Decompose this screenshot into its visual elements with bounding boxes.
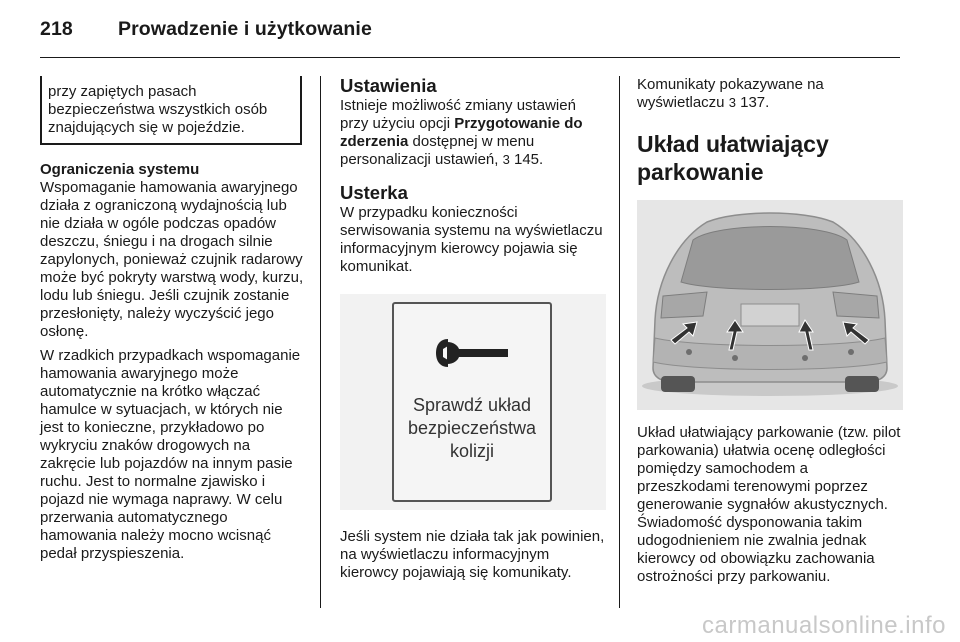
display-line: Sprawdź układ (412, 395, 532, 415)
driver-info-display (392, 302, 552, 502)
column-2 (340, 76, 606, 588)
paragraph: Jeśli system nie działa tak jak powinien, na wyświetlaczu informacyjnym kierowcy pojawiają się komunikaty. (340, 528, 605, 581)
display-illustration (340, 294, 606, 510)
section-title: Ograniczenia systemu (40, 161, 200, 178)
paragraph (340, 97, 606, 169)
column-divider (320, 76, 321, 608)
paragraph: Wspomaganie hamowania awaryjnego działa z ograniczoną wydajnością lub nie działa w ogóle podczas opadów deszczu, śniegu i na drogach silnie zapylonych, ponieważ czujnik radarowy może być pokryty warstwą wody, kurzu, lodu lub śniegu. Jeśli czujnik zostanie przesłonięty, należy wyczyścić jego osłonę. (40, 179, 304, 340)
heading-settings: Ustawienia (340, 75, 437, 96)
text: Komunikaty pokazywane na wyświetlaczu (637, 76, 824, 111)
column-1 (40, 76, 306, 569)
menu-option-name: Przygotowanie do zderzenia (340, 115, 583, 150)
display-line: bezpieczeństwa (407, 418, 537, 438)
paragraph: W przypadku konieczności serwisowania systemu na wyświetlaczu informacyjnym kierowcy pojawia się komunikat. (340, 204, 603, 275)
page-ref-arrow-icon: 3 (728, 95, 736, 110)
paragraph: W rzadkich przypadkach wspomaganie hamowania awaryjnego może automatycznie na krótko włączać hamulce w sytuacjach, w których nie jest to konieczne, przykładowo po wykryciu znaków drogowych na zakręcie lub pojazdów na innym pasie ruchu. Jest to normalne zjawisko i pojazd nie wymaga naprawy. W celu przerwania automatycznego hamowania należy mocno wcisnąć pedał przyspieszenia. (40, 347, 301, 562)
column-3 (637, 76, 903, 592)
page-title: Prowadzenie i użytkowanie (118, 18, 372, 40)
wrench-icon (434, 336, 510, 370)
heading-parking: Układ ułatwiający parkowanie (637, 131, 829, 185)
car-rear-illustration (637, 200, 903, 410)
watermark: carmanualsonline.info (702, 612, 946, 639)
page-header (40, 18, 372, 41)
note-box (40, 76, 302, 145)
header-rule (40, 57, 900, 58)
page-ref-arrow-icon: 3 (502, 152, 510, 167)
note-text: przy zapiętych pasach bezpieczeństwa wszystkich osób znajdujących się w pojeździe. (48, 83, 268, 136)
paragraph: Układ ułatwiający parkowanie (tzw. pilot parkowania) ułatwia ocenę odległości pomiędzy samochodem a przeszkodami terenowymi poprzez generowanie sygnałów akustycznych. Świadomość dysponowania takim udogodnieniem nie zwalnia jednak kierowcy od obowiązku zachowania ostrożności przy parkowaniu. (637, 424, 901, 585)
paragraph (637, 76, 903, 112)
display-message (394, 394, 550, 463)
page-ref: 145. (509, 151, 544, 168)
column-divider (619, 76, 620, 608)
page-number: 218 (40, 18, 73, 40)
display-line: kolizji (449, 441, 494, 461)
heading-fault: Usterka (340, 182, 408, 203)
text: dostępnej w menu personalizacji ustawień, (340, 133, 535, 168)
page-ref: 137. (735, 94, 770, 111)
text: Istnieje możliwość zmiany ustawień przy użyciu opcji (340, 97, 576, 132)
